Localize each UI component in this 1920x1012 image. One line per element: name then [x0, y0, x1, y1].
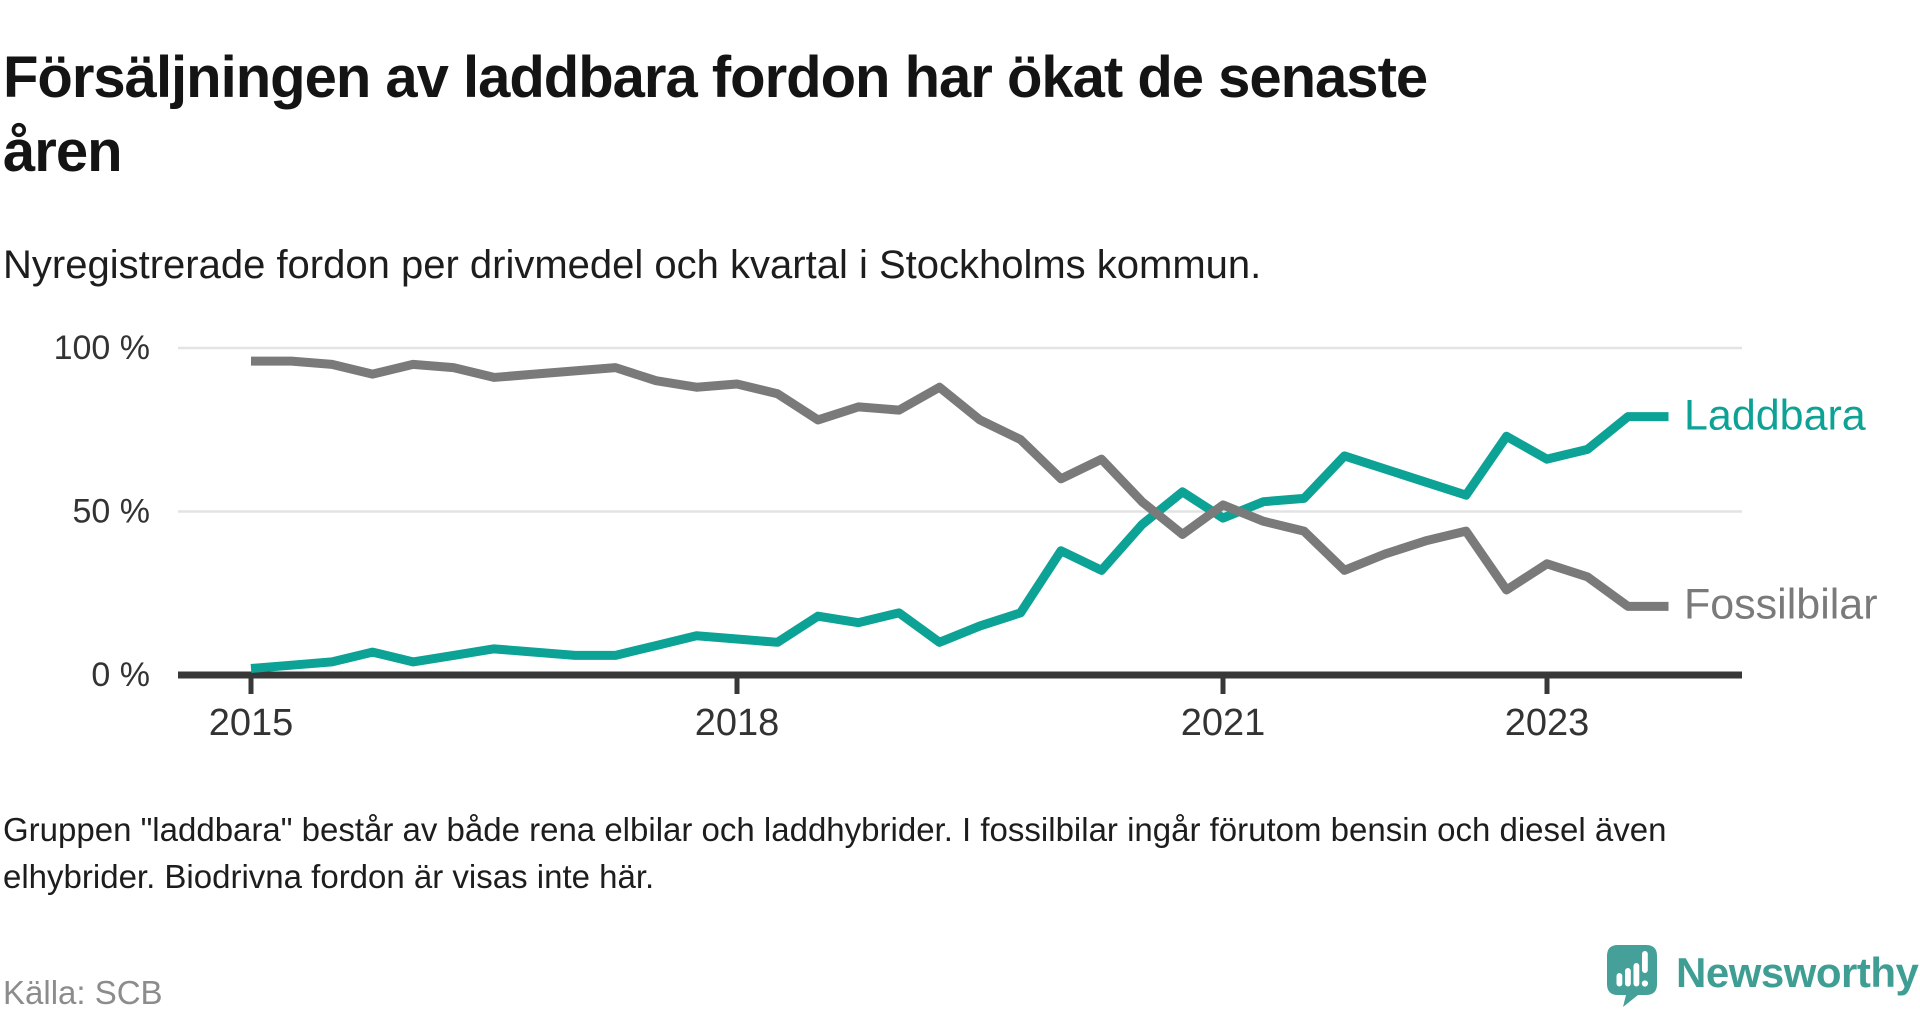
y-axis-label-50: 50 % [72, 492, 150, 531]
footnote-line-2: elhybrider. Biodrivna fordon är visas inte här. [3, 858, 655, 895]
series-line-laddbara [251, 417, 1669, 669]
series-line-fossilbilar [251, 361, 1669, 606]
title-line-1: Försäljningen av laddbara fordon har ökat de senaste [3, 44, 1428, 110]
y-axis-label-100: 100 % [53, 329, 150, 367]
chart-footnote [3, 806, 1883, 900]
footnote-line-1: Gruppen "laddbara" består av både rena elbilar och laddhybrider. I fossilbilar ingår förutom bensin och diesel även [3, 811, 1667, 848]
newsworthy-speech-bubble-bar-chart-icon [1604, 944, 1660, 1008]
x-axis-label-2015: 2015 [208, 702, 294, 744]
title-line-2: åren [3, 118, 122, 184]
newsworthy-logo [1604, 944, 1918, 1008]
y-axis-label-0: 0 % [91, 656, 150, 694]
source-note: Källa: SCB [3, 974, 163, 1011]
series-label-laddbara: Laddbara [1684, 391, 1866, 440]
newsworthy-wordmark: Newsworthy [1676, 949, 1919, 996]
x-axis-label-2021: 2021 [1180, 702, 1266, 744]
series-label-fossilbilar: Fossilbilar [1684, 580, 1878, 629]
x-axis-label-2023: 2023 [1504, 702, 1590, 744]
chart-subtitle: Nyregistrerade fordon per drivmedel och kvartal i Stockholms kommun. [3, 243, 1262, 287]
x-axis-label-2018: 2018 [694, 702, 780, 744]
